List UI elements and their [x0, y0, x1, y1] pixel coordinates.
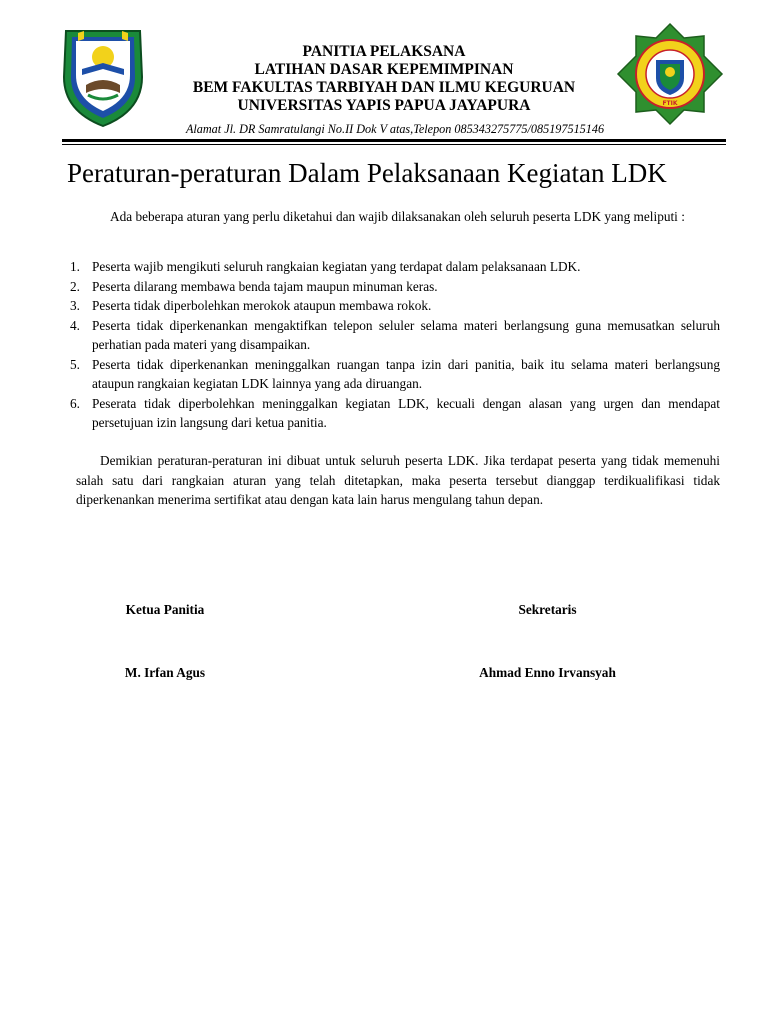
rule-text: Peserta tidak diperkenankan meninggalkan ruangan tanpa izin dari panitia, baik itu selama materi berlangsung ataupun rangkaian kegiatan LDK lainnya yang ada diruangan. [92, 356, 720, 391]
closing-paragraph: Demikian peraturan-peraturan ini dibuat untuk seluruh peserta LDK. Jika terdapat peserta yang tidak memenuhi salah satu dari rangkaian aturan yang telah ditetapkan, maka peserta tersebut dianggap terdikualifikasi tidak diperkenankan menerima sertifikat atau dengan kata lain harus mengulang tahun depan. [76, 453, 720, 507]
rule-number: 5. [70, 356, 80, 372]
rule-text: Peserta tidak diperbolehkan merokok ataupun membawa rokok. [92, 298, 432, 313]
university-title: UNIVERSITAS YAPIS PAPUA JAYAPURA [237, 97, 531, 114]
training-title: LATIHAN DASAR KEPEMIMPINAN [254, 61, 514, 78]
intro-paragraph: Ada beberapa aturan yang perlu diketahui dan wajib dilaksanakan oleh seluruh peserta LDK yang meliputi : [110, 209, 685, 224]
rule-item [70, 296, 720, 316]
rule-number: 1. [70, 259, 80, 274]
rule-item [70, 394, 720, 433]
letterhead [150, 43, 618, 115]
secretary-name: Ahmad Enno Irvansyah [479, 665, 616, 680]
ftik-star-logo [614, 22, 726, 126]
rule-text: Peserta tidak diperkenankan mengaktifkan telepon seluler selama materi berlangsung guna memusatkan seluruh perhatian pada materi yang disampaikan. [92, 317, 720, 352]
ftik-logo-text: FTIK [662, 100, 678, 107]
rule-number: 2. [70, 278, 80, 294]
rule-text: Peserata tidak diperbolehkan meninggalkan kegiatan LDK, kecuali dengan alasan yang urgen dan mendapat persetujuan izin langsung dari ketua panitia. [92, 395, 720, 430]
rule-item [70, 355, 720, 394]
rule-item [70, 257, 720, 277]
rules-list [70, 257, 720, 433]
address-line: Alamat Jl. DR Samratulangi No.II Dok V atas,Telepon 085343275775/085197515146 [185, 122, 605, 136]
chairman-name: M. Irfan Agus [124, 665, 206, 680]
document-title: Peraturan-peraturan Dalam Pelaksanaan Kegiatan LDK [67, 158, 667, 188]
chairman-role: Ketua Panitia [125, 602, 205, 617]
rule-text: Peserta wajib mengikuti seluruh rangkaian kegiatan yang terdapat dalam pelaksanaan LDK. [92, 259, 581, 274]
committee-title: PANITIA PELAKSANA [302, 43, 466, 60]
rule-number: 3. [70, 298, 80, 313]
rule-number: 4. [70, 317, 80, 333]
rule-number: 6. [70, 395, 80, 411]
regional-emblem-logo [58, 27, 148, 129]
rule-item [70, 277, 720, 297]
rule-text: Peserta dilarang membawa benda tajam maupun minuman keras. [92, 278, 438, 294]
header-rule-thin [62, 144, 726, 145]
secretary-role: Sekretaris [518, 602, 577, 617]
faculty-title: BEM FAKULTAS TARBIYAH DAN ILMU KEGURUAN [192, 79, 576, 96]
header-rule-thick [62, 139, 726, 142]
rule-item [70, 316, 720, 355]
